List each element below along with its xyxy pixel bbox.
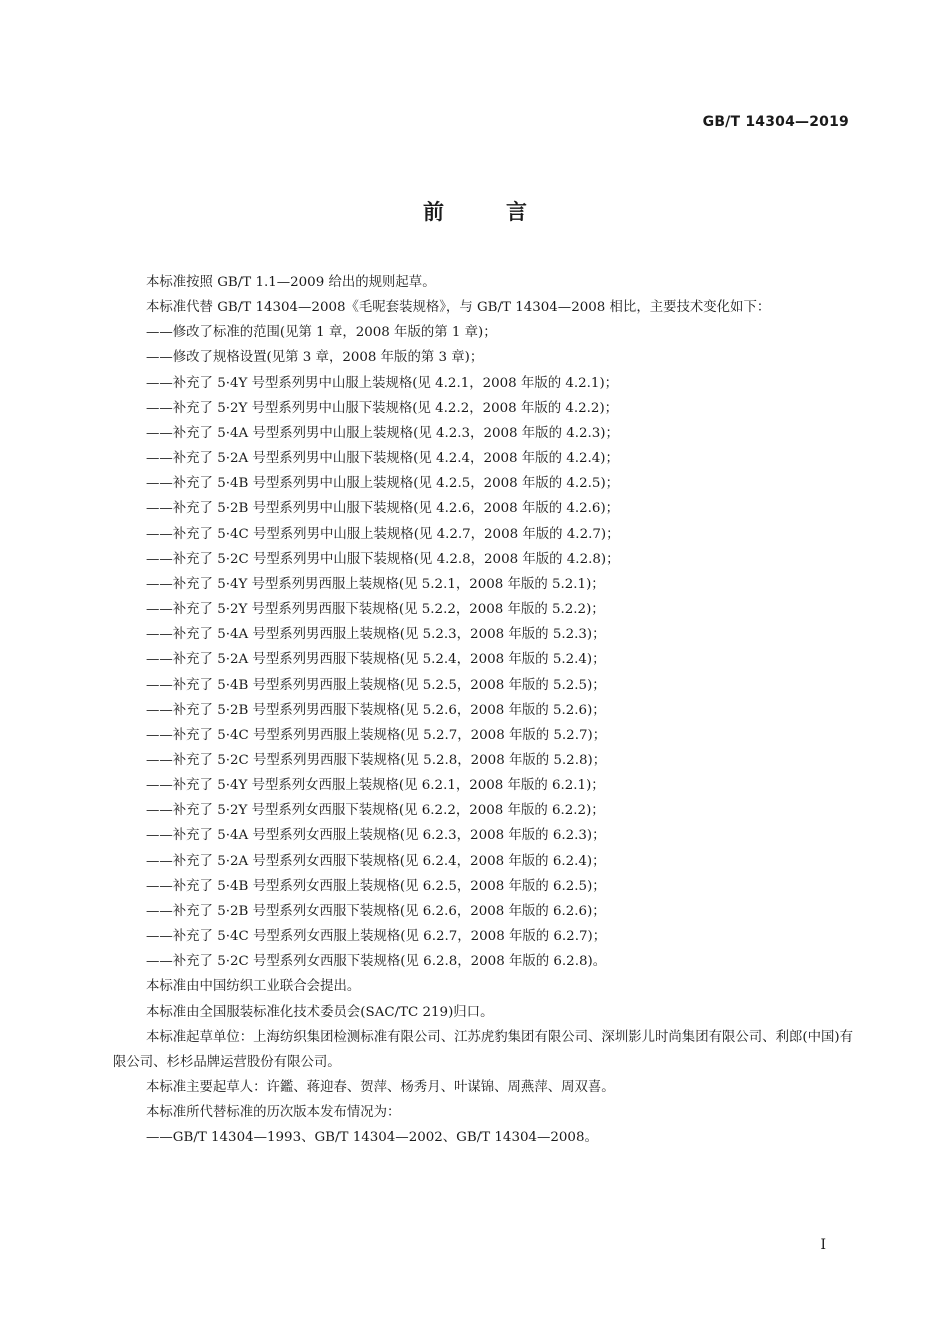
- paragraph-drafting-rules: 本标准按照 GB/T 1.1—2009 给出的规则起草。: [146, 275, 436, 290]
- paragraph-replaces: 本标准代替 GB/T 14304—2008《毛呢套装规格》，与 GB/T 14304—2008 相比，主要技术变化如下：: [146, 300, 771, 316]
- paragraph-committee: 本标准由全国服装标准化技术委员会(SAC/TC 219)归口。: [146, 1004, 494, 1020]
- change-item: ——补充了 5·2B 号型系列男中山服下装规格(见 4.2.6，2008 年版的 4.2.6)；: [146, 501, 620, 517]
- page-title: [0, 196, 950, 226]
- change-item: ——补充了 5·2A 号型系列男中山服下装规格(见 4.2.4，2008 年版的 4.2.4)；: [146, 451, 619, 467]
- change-item: ——补充了 5·4Y 号型系列男西服上装规格(见 5.2.1，2008 年版的 5.2.1)；: [146, 576, 605, 592]
- change-item: ——修改了规格设置(见第 3 章，2008 年版的第 3 章)；: [146, 350, 484, 366]
- title-char-2: 言: [506, 200, 527, 224]
- change-item: ——补充了 5·4C 号型系列男西服上装规格(见 5.2.7，2008 年版的 5.2.7)；: [146, 727, 607, 743]
- change-item: ——补充了 5·2Y 号型系列男西服下装规格(见 5.2.2，2008 年版的 5.2.2)；: [146, 602, 605, 618]
- paragraph-drafters: 本标准主要起草人：许鑑、蒋迎春、贺萍、杨秀月、叶谋锦、周燕萍、周双喜。: [146, 1080, 615, 1095]
- change-item: ——补充了 5·4A 号型系列女西服上装规格(见 6.2.3，2008 年版的 6.2.3)；: [146, 828, 606, 844]
- foreword-body: [113, 270, 853, 1150]
- standard-number: GB/T 14304—2019: [702, 114, 849, 130]
- change-item: ——补充了 5·2Y 号型系列女西服下装规格(见 6.2.2，2008 年版的 6.2.2)；: [146, 803, 605, 819]
- change-item: ——补充了 5·2C 号型系列女西服下装规格(见 6.2.8，2008 年版的 6.2.8)。: [146, 954, 607, 970]
- change-item: ——补充了 5·2C 号型系列男中山服下装规格(见 4.2.8，2008 年版的 4.2.8)；: [146, 551, 620, 567]
- change-item: ——补充了 5·4B 号型系列男西服上装规格(见 5.2.5，2008 年版的 5.2.5)；: [146, 677, 606, 693]
- change-item: ——补充了 5·4A 号型系列男西服上装规格(见 5.2.3，2008 年版的 5.2.3)；: [146, 627, 606, 643]
- paragraph-history-list: ——GB/T 14304—1993、GB/T 14304—2002、GB/T 14304—2008。: [146, 1130, 598, 1146]
- change-item: ——补充了 5·4B 号型系列女西服上装规格(见 6.2.5，2008 年版的 6.2.5)；: [146, 878, 606, 894]
- change-item: ——补充了 5·4C 号型系列男中山服上装规格(见 4.2.7，2008 年版的 4.2.7)；: [146, 526, 620, 542]
- change-item: ——补充了 5·2A 号型系列男西服下装规格(见 5.2.4，2008 年版的 5.2.4)；: [146, 652, 606, 668]
- paragraph-proposer: 本标准由中国纺织工业联合会提出。: [146, 979, 361, 995]
- change-item: ——补充了 5·4Y 号型系列女西服上装规格(见 6.2.1，2008 年版的 6.2.1)；: [146, 778, 605, 794]
- paragraph-history-intro: 本标准所代替标准的历次版本发布情况为：: [146, 1105, 401, 1121]
- change-item: ——补充了 5·4B 号型系列男中山服上装规格(见 4.2.5，2008 年版的 4.2.5)；: [146, 476, 620, 492]
- change-item: ——补充了 5·2C 号型系列男西服下装规格(见 5.2.8，2008 年版的 5.2.8)；: [146, 752, 607, 768]
- title-char-1: 前: [423, 200, 444, 224]
- change-item: ——修改了标准的范围(见第 1 章，2008 年版的第 1 章)；: [146, 325, 497, 341]
- paragraph-drafting-units: 本标准起草单位：上海纺织集团检测标准有限公司、江苏虎豹集团有限公司、深圳影儿时尚集团有限公司、利郎(中国)有限公司、杉杉品牌运营股份有限公司。: [113, 1029, 853, 1070]
- change-item: ——补充了 5·4C 号型系列女西服上装规格(见 6.2.7，2008 年版的 6.2.7)；: [146, 929, 607, 945]
- page-number: I: [820, 1237, 826, 1253]
- change-item: ——补充了 5·2A 号型系列女西服下装规格(见 6.2.4，2008 年版的 6.2.4)；: [146, 853, 606, 869]
- change-item: ——补充了 5·4Y 号型系列男中山服上装规格(见 4.2.1，2008 年版的 4.2.1)；: [146, 375, 619, 391]
- change-item: ——补充了 5·4A 号型系列男中山服上装规格(见 4.2.3，2008 年版的 4.2.3)；: [146, 425, 619, 441]
- change-item: ——补充了 5·2B 号型系列女西服下装规格(见 6.2.6，2008 年版的 6.2.6)；: [146, 903, 606, 919]
- change-item: ——补充了 5·2B 号型系列男西服下装规格(见 5.2.6，2008 年版的 5.2.6)；: [146, 702, 606, 718]
- change-item: ——补充了 5·2Y 号型系列男中山服下装规格(见 4.2.2，2008 年版的 4.2.2)；: [146, 400, 619, 416]
